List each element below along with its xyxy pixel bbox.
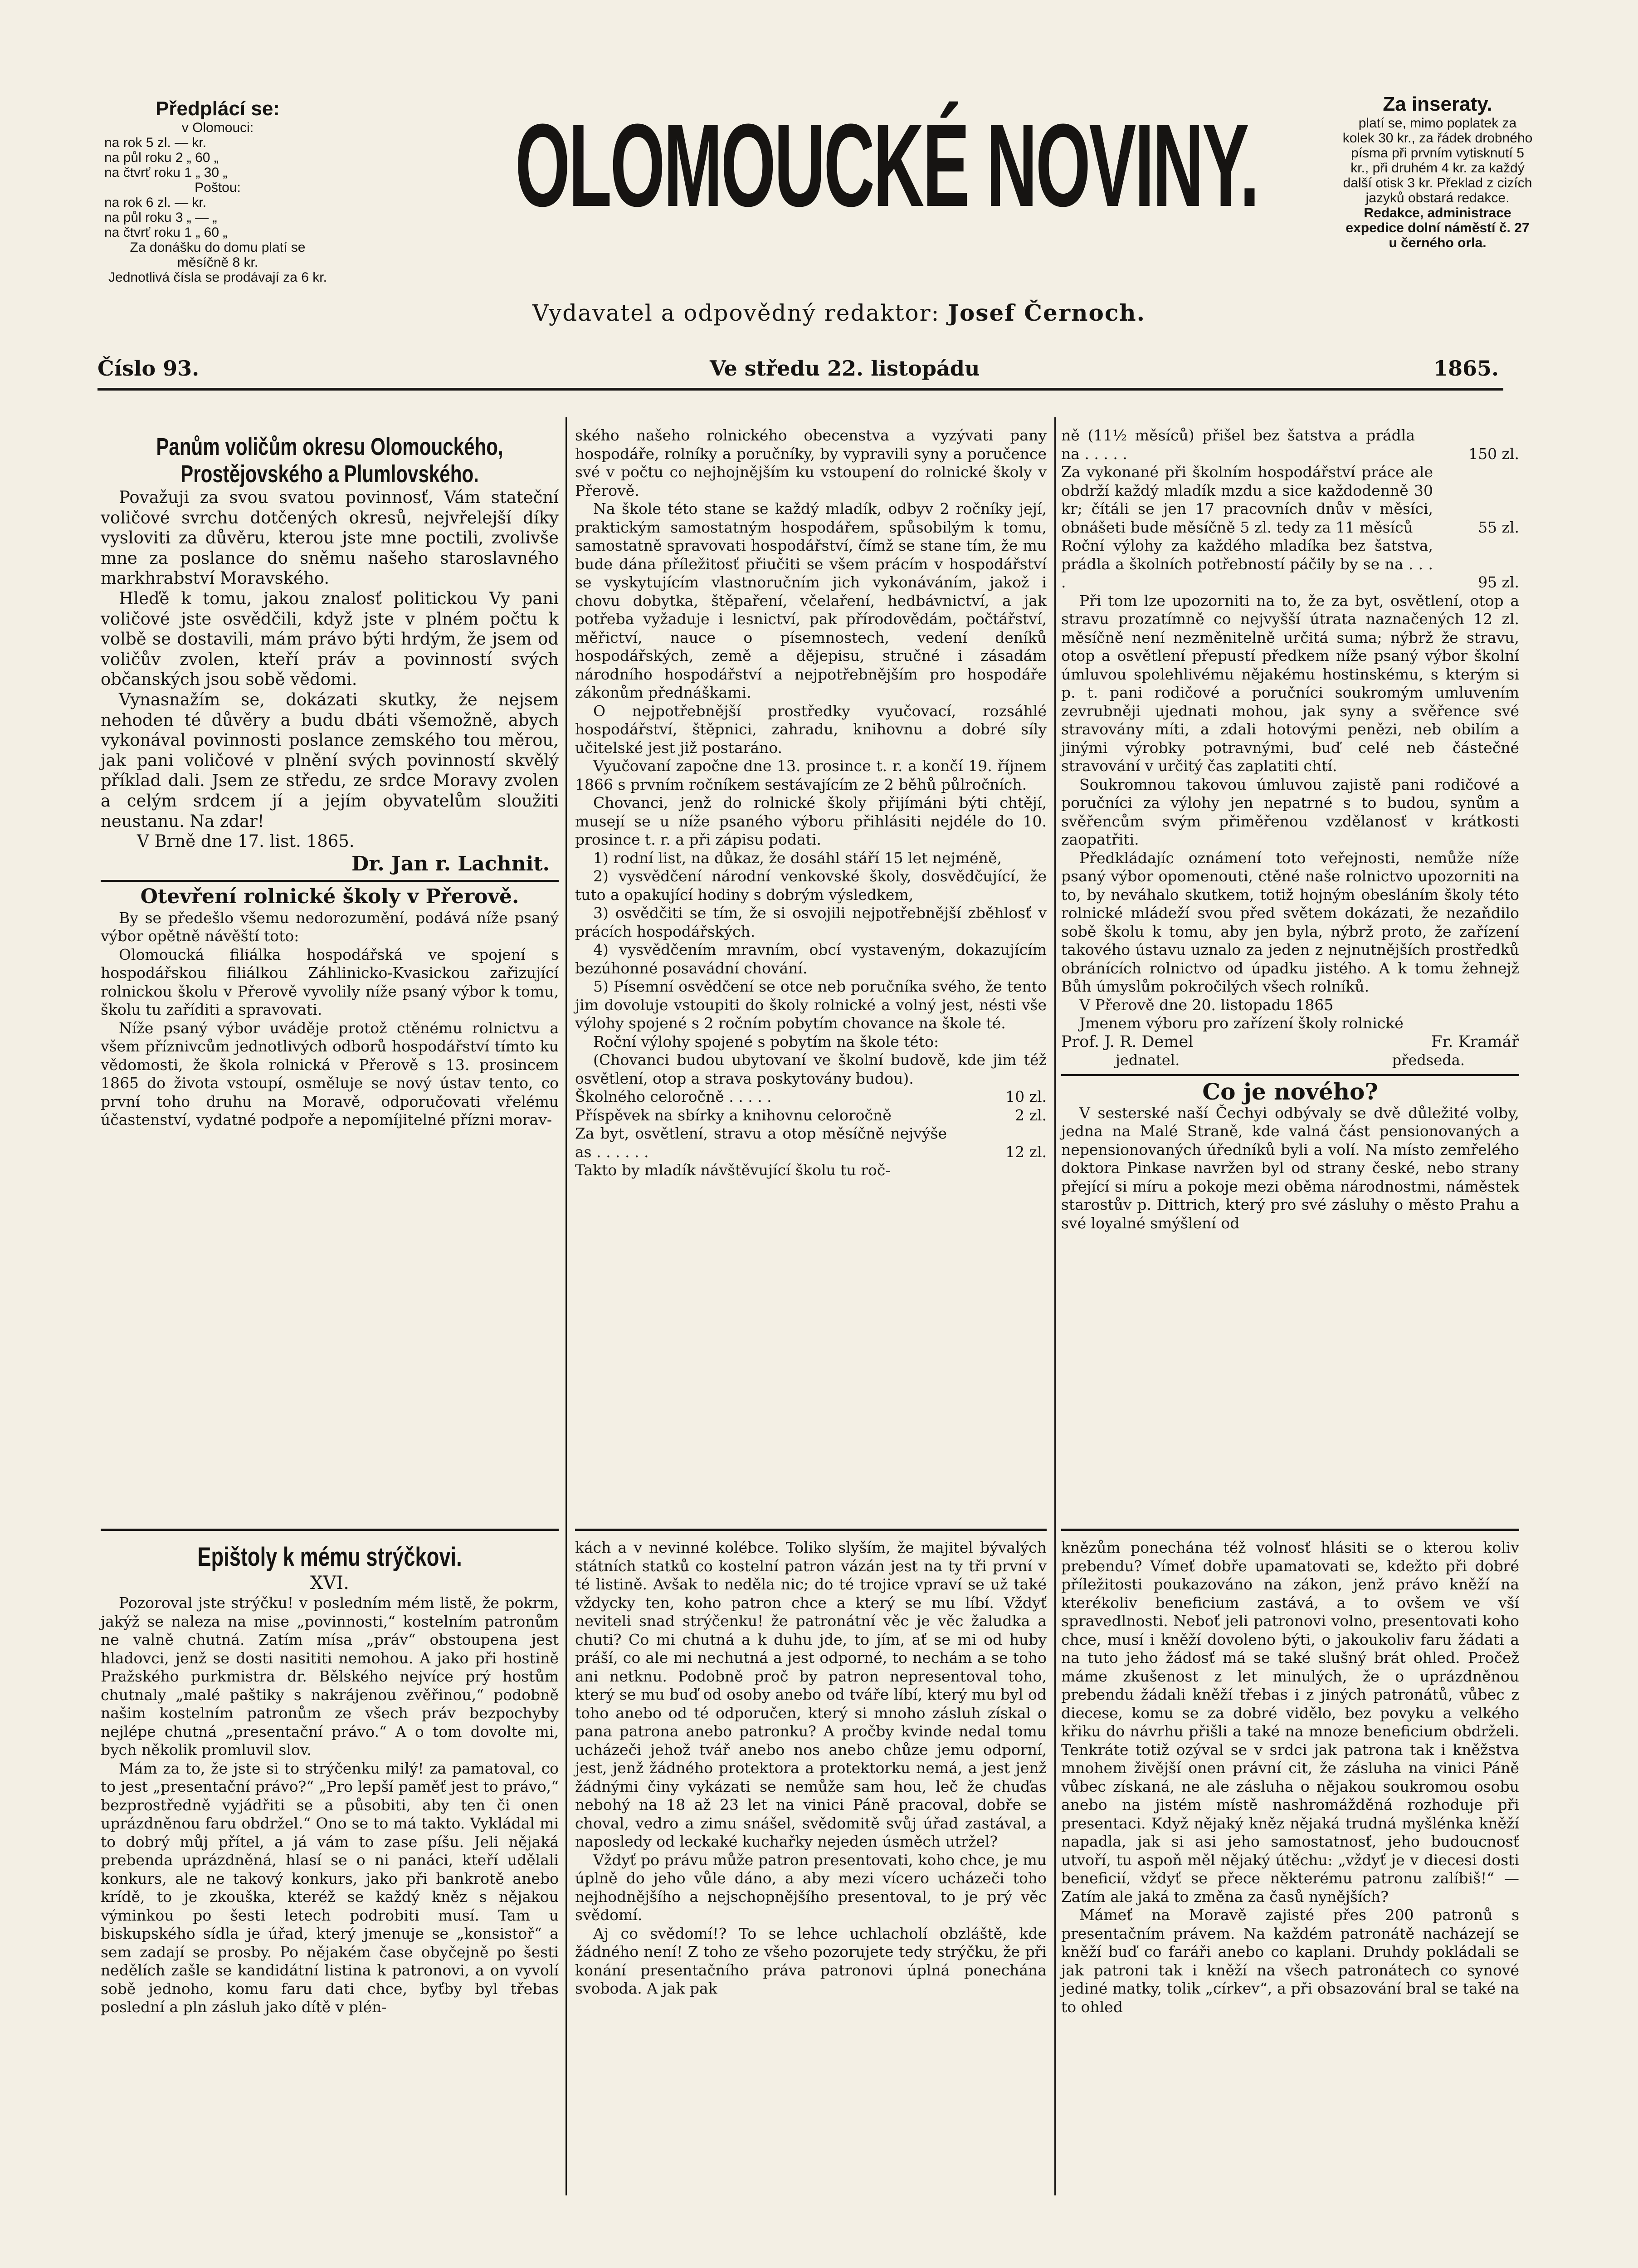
costs-note: (Chovanci budou ubytovaní ve školní budově, kde jim též osvětlení, otop a strava poskytovány budou). (575, 1051, 1047, 1087)
subscription-line: na čtvrť roku 1 „ 60 „ (104, 225, 228, 240)
cost-label: Roční výlohy za každého mladíka bez šatstva, prádla a školních potřebností páčily by se na . . . . (1061, 537, 1433, 591)
school-place: V Přerově dne 20. listopadu 1865 (1079, 996, 1334, 1014)
cost-value: 10 zl. (1005, 1088, 1047, 1105)
cost-value: 150 zl. (1468, 445, 1519, 463)
school-paragraph: Níže psaný výbor uváděje protož ctěnému rolnictvu a všem příznivcům jednotlivých odborů hospodářství tímto ku vědomosti, že škola rolnická v Přerově s 13. prosincem 1865 do života vstoupí, osměluje se nový ústav tento, co první toho druhu na Moravě, odporučovati vřelému účastenství, vydatné podpoře a nepomíjitelné přízni morav- (101, 1019, 559, 1129)
school-heading: Otevření rolnické školy v Přerově. (140, 885, 519, 908)
section-rule (101, 1529, 559, 1531)
letters-heading: Epištoly k mému strýčkovi. (197, 1542, 462, 1572)
subscription-line: na rok 5 zl. — kr. (104, 135, 207, 150)
article-paragraph: Vynasnažím se, dokázati skutky, že nejsem nehoden té důvěry a budu dbáti všemožně, abych vykonával povinnosti poslance zemského tou měrou, jak pani voličové v plnění svých povinností skvělý příklad dali. Jsem ze středu, ze srdce Moravy zvolen a celým srdcem jí a jejím obyvatelům sloužiti neustanu. Na zdar! (101, 689, 559, 831)
costs-intro: Roční výlohy spojené s pobytím na škole této: (593, 1032, 939, 1051)
section-rule (575, 1529, 1047, 1531)
school-paragraph: Chovanci, jenž do rolnické školy přijímáni býti chtějí, musejí se u níže psaného výboru přihlásiti nejdéle do 10. prosince t. r. a při zápisu podati. (575, 794, 1047, 848)
news-heading: Co je nového? (1202, 1078, 1378, 1105)
issue-year: 1865. (1433, 356, 1499, 381)
cost-row (575, 1106, 1047, 1125)
masthead-title: OLOMOUCKÉ NOVINY. (515, 100, 1258, 231)
cost-label: Školného celoročně . . . . . (575, 1088, 772, 1105)
letters-column-1 (101, 1542, 559, 2017)
subscription-note: Jednotlivá čísla se prodávají za 6 kr. (108, 270, 327, 285)
cost-row (1061, 463, 1519, 537)
subscription-line: na půl roku 2 „ 60 „ (104, 150, 219, 165)
subscription-heading: Předplácí se: (156, 98, 280, 120)
school-list-item: 3) osvědčiti se tím, že si osvojili nejpotřebnější zběhlosť v prácích hospodářských. (575, 904, 1047, 940)
masthead-editor (522, 299, 1156, 326)
section-rule (1061, 1529, 1519, 1531)
article-place: V Brně dne 17. list. 1865. (137, 831, 355, 851)
letters-paragraph: kách a v nevinné kolébce. Toliko slyším, že majitel bývalých státních statků co kostelní patron vázán jest na ty tři první v té listině. Avšak to neděla nic; do té trojice vpraví se už také vždycky ten, koho patron chce a který se mu líbí. Vždyť neviteli snad strýčenku! že patronátní věc je věc žaludka a chuti? Co mi chutná a k duhu jde, to jím, ať se mi od huby práší, co ale mi nechutná a jest odporné, to nechám a se toho ani netknu. Podobně proč by patron nepresentoval toho, který se mu buď od osoby anebo od tváře líbí, který mu byl od toho anebo od té odporučen, který si mnoho zásluh získal o pana patrona anebo patronku? A pročby kvinde nedal tomu ucházeči jehož tvář anebo nos anebo chůze jemu odporní, jest, jenž žádného protektora a protektorku nemá, a jest jenž žádnými činy vykázati se nemůže sam hou, leč že chuďas nebohý na 18 až 23 let na vinici Páně pracoval, dobře se choval, vedro a zimu snášel, svědomitě svůj úřad zastával, a naposledy od leckaké kuchařky nejeden úsměch utržel? (575, 1539, 1047, 1850)
school-list-item: 2) vysvědčení národní venkovské školy, dosvědčující, že tuto a opakující hodiny s dobrým výsledkem, (575, 867, 1047, 904)
ads-office: Redakce, administrace expedice dolní náměstí č. 27 u černého orla. (1346, 205, 1530, 250)
column-2 (575, 426, 1047, 1180)
subscription-post: Poštou: (195, 180, 241, 195)
subscription-line: na čtvrť roku 1 „ 30 „ (104, 165, 228, 180)
cost-row (575, 1124, 1047, 1161)
letters-paragraph: Vždyť po právu může patron presentovati, koho chce, je mu úplně do jeho vůle dáno, a aby mezi vícero ucházeči toho nejhodnějšího a nejschopnějšího presentoval, to je prý věc svědomí. (575, 1851, 1047, 1924)
school-paragraph: Při tom lze upozorniti na to, že za byt, osvětlení, otop a stravu prozatímně co nejvyšší útrata naznačených 12 zl. měsíčně není nezměnitelně určitá suma; nýbrž že stravu, otop a osvětlení přepustí předkem níže psaný výbor školní úmluvou spolehlivému nějakému hostinskému, s kterým si p. t. pani rodičové a poručníci soukromým umluvením zevrubněji ujednati mohou, jak syny a svěřence své stravovány míti, a zdali hotovými penězi, neb obilím a jinými výrobky potravnými, buď celé neb částečné stravování v určitý čas zaplatiti chtí. (1061, 591, 1519, 775)
school-list-item: 4) vysvědčením mravním, obcí vystaveným, dokazujícím bezúhonné posavádní chování. (575, 941, 1047, 977)
letters-column-2 (575, 1539, 1047, 1998)
column-rule (566, 417, 567, 2195)
letters-paragraph: Mámeť na Moravě zajisté přes 200 patronů s presentačním právem. Na každém patronátě nacházejí se kněží buď co faráři anebo co kaplani. Druhdy pokládali se jak patroni tak i kněží na všech patronátech co synové jediné matky, tolik „církev“, a při obsazování bral se také na to ohled (1061, 1906, 1519, 2016)
letters-column-3 (1061, 1539, 1519, 2016)
cost-label: Za vykonané při školním hospodářství práce ale obdrží každý mladík mzdu a sice každodenně 30 kr; čítáli se jen 17 pracovních dnův v měsíci, obnášeti bude měsíčně 5 zl. tedy za 11 měsíců (1061, 463, 1433, 536)
subscription-line: na rok 6 zl. — kr. (104, 195, 207, 210)
article-paragraph: Považuji za svou svatou povinnosť, Vám stateční voličové svrchu dotčených okresů, nejvřelejší díky vysloviti za důvěru, kterou jste mne poctili, zvolivše mne za poslance do sněmu našeho staroslavného markhrabství Moravského. (101, 488, 559, 588)
column-rule (1054, 417, 1056, 2195)
letters-number: XVI. (310, 1573, 349, 1593)
cost-value: 95 zl. (1478, 573, 1519, 591)
cost-value: 55 zl. (1478, 518, 1519, 536)
editor-name: Josef Černoch. (948, 299, 1146, 326)
news-paragraph: V sesterské naší Čechyi odbývaly se dvě důležité volby, jedna na Malé Straně, kde valná část pensionovaných a nepensionovaných úředníků byli a volí. Na místo zemřelého doktora Pinkase navržen byl od strany české, nebo strany přející si míru a pokoje mezi oběma národnostmi, náměstek starostův p. Dittrich, který pro své zásluhy o město Prahu a své loyalné smýšlení od (1061, 1104, 1519, 1232)
school-list-item: 5) Písemní osvědčení se otce neb poručníka svého, že tento jim dovoluje vstoupiti do školy rolnické a volný jest, nésti vše výlohy spojené s 2 ročním pobytím chovance na škole té. (575, 978, 1047, 1032)
cost-value: 12 zl. (1005, 1143, 1047, 1161)
school-paragraph: By se předešlo všemu nedorozumění, podává níže psaný výbor opětně návěští toto: (101, 909, 559, 945)
ads-box (1342, 93, 1533, 250)
school-paragraph: Soukromnou takovou úmluvou zajistě pani rodičové a poručníci za výlohy jen nepatrné s to budou, synům a svěřencům svým přiměřenou vzdělanosť v krátkosti zaopatřiti. (1061, 775, 1519, 848)
cost-label: Příspěvek na sbírky a knihovnu celoročně (575, 1106, 892, 1124)
subscription-box (104, 98, 331, 285)
school-paragraph: ského našeho rolnického obecenstva a vyzývati pany hospodáře, rolníky a poručníky, by vypravili syny a poručence své v počtu co nejhojnějším ku vstoupení do rolnické školy v Přerově. (575, 426, 1047, 499)
subscription-city: v Olomouci: (181, 120, 254, 135)
subscription-note: Za donášku do domu platí se měsíčně 8 kr. (130, 240, 306, 270)
signature-right: Fr. Kramář (1431, 1032, 1519, 1051)
role-left: jednatel. (1116, 1051, 1180, 1069)
issue-date: Ve středu 22. listopádu (710, 356, 980, 381)
cost-label: ně (11½ měsíců) přišel bez šatstva a prádla na . . . . . (1061, 426, 1415, 463)
cost-value: 2 zl. (1015, 1106, 1047, 1124)
role-right: předseda. (1392, 1051, 1465, 1069)
header-rule (98, 388, 1503, 391)
article-heading: Prostějovského a Plumlovského. (180, 460, 479, 488)
dateline (98, 356, 1499, 383)
school-paragraph: Olomoucká filiálka hospodářská ve spojení s hospodářskou filiálkou Záhlinicko-Kvasickou zařizující rolnickou školu v Přerově vyvolily níže psaný výbor k tomu, školu tu zaříditi a spravovati. (101, 945, 559, 1019)
article-signature: Dr. Jan r. Lachnit. (351, 852, 550, 875)
cost-row (1061, 537, 1519, 592)
editor-prefix: Vydavatel a odpovědný redaktor: (532, 300, 940, 326)
cost-row (575, 1088, 1047, 1106)
issue-number: Číslo 93. (98, 356, 200, 381)
letters-paragraph: Aj co svědomí!? To se lehce uchlacholí obzláště, kde žádného není! Z toho ze všeho pozorujete tedy strýčku, že při konání presentačního práva patronovi úplná ponechána svoboda. A jak pak (575, 1924, 1047, 1997)
letters-paragraph: Pozoroval jste strýčku! v posledním mém listě, že pokrm, jakýž se naleza na mise „povinnosti,“ kostelním patronům ne valně chutná. Zatím mísa „práv“ obstoupena jest hladovci, jenž se dosti nasititi nemohou. A jako při hostině Pražského purkmistra dr. Bělského nejvíce prý hostům chutnaly „malé paštiky s nakrájenou zvěřinou,“ podobně našim kostelním patronům ze všech práv bezpochyby nejlépe chutná „presentační právo.“ A o tom dovolte mi, bych několik promluvil slov. (101, 1594, 559, 1759)
cost-row (1061, 426, 1519, 463)
school-list-item: 1) rodní list, na důkaz, že dosáhl stáří 15 let nejméně, (593, 849, 1002, 867)
column-1 (101, 433, 559, 1129)
letters-paragraph: knězům ponechána též volnosť hlásiti se o kterou koliv prebendu? Vímeť dobře upamatovati se, kdežto při dobré příležitosti poukazováno na zákon, jenž právo kněží na kterékoliv beneficium zastává, a to ovšem ve vší spravedlnosti. Neboť jeli patronovi volno, presentovati koho chce, musí i kněží dovoleno býti, o jakoukoliv faru žádati a na tuto jeho žádosť má se také slušný brát ohled. Pročež máme zkušenost z let minulých, že o uprázdněnou prebendu žádali kněží třebas i z jiných patronátů, vůbec z diecese, komu se za dobré vidělo, bez povyku a velkého křiku do návrhu přišli a také na mnoze beneficium obdrželi. Tenkráte totiž ozýval se v srdci jak patrona tak i kněžstva mnohem živější onen právní cit, že zásluha na vinici Páně vůbec získaná, ne ale zásluha o nějakou soukromou osobu anebo na jistém místě nashromážděná rozhoduje při presentaci. Když nějaký kněz nějaká trudná myšlénka kněží napadla, jak si asi jeho samostatnosť, jeho budoucnosť utvoří, tu aspoň měl nějaký útěchu: „vždyť je v diecesi dosti beneficií, vždyť se přece některému patronu zalíbiš!“ — Zatím ale jaká to změna za časů nynějších? (1061, 1539, 1519, 1906)
article-heading: Panům voličům okresu Olomouckého, (156, 433, 503, 460)
school-paragraph: Vyučovaní započne dne 13. prosince t. r. a končí 19. říjnem 1866 s prvním ročníkem sestávajícím ze 2 běhů půlročních. (575, 757, 1047, 793)
subscription-line: na půl roku 3 „ — „ (104, 210, 217, 225)
ads-heading: Za inseraty. (1383, 93, 1492, 115)
section-rule (101, 880, 559, 882)
school-signatures (1061, 1033, 1519, 1051)
article-paragraph: Hleďě k tomu, jakou znalosť politickou Vy pani voličové jste osvědčili, když jste v plném počtu k volbě se dostavili, mám právo býti hrdým, že jsem od voličův zvolen, kteří práv a povinností svých občanských jsou sobě vědomi. (101, 588, 559, 689)
signature-left: Prof. J. R. Demel (1061, 1032, 1194, 1051)
section-rule (1061, 1074, 1519, 1076)
letters-paragraph: Mám za to, že jste si to strýčenku milý! za pamatoval, co to jest „presentační právo?“ „Pro lepší paměť jest to právo,“ bezprostředně vyjádřiti se a působiti, aby ten či onen uprázdněnou faru obdržel.“ Ono se to má takto. Vykládal mi to dobrý můj přítel, a já vám to zase píšu. Jeli nějaká prebenda uprázdněná, hlasí se o ni panáci, kteří udělali konkurs, ale ne takový konkurs, jako při bankrotě anebo krídě, to je zkouška, kteréž se každý kněz s nějakou výminkou po šesti letech podrobiti musí. Tam u biskupského sídla je úřad, který jmenuje se „konsistoř“ a sem zadají se prosby. Po nějakém čase obyčejně po šesti nedělích zašle se kandidátní listina k patronovi, a on vyvolí sobě jednoho, komu faru dati chce, byťby byl třebas poslední a pln zásluh jako dítě v plén- (101, 1759, 559, 2016)
column-3 (1061, 426, 1519, 1232)
school-paragraph: Na škole této stane se každý mladík, odbyv 2 ročníky její, praktickým samostatným hospodářem, spůsobilým k tomu, samostatně spravovati hospodářství, čímž se stane tím, že mu bude dána příležitosť přiučiti se všem prácím v hospodářství se vyskytujícím vlastnoručním jich vykonáváním, jakož i chovu dobytka, štěpaření, včelaření, hedbávnictví, a jak potřeba vyžaduje i lesnictví, pak přírodovědám, počtářství, měřictví, nauce o písemnostech, vedení deníků hospodářských, země a dějepisu, stručné i zásadám národního hospodářství a nejpotřebnějším pro hospodáře zákonům přednáškami. (575, 500, 1047, 701)
school-paragraph: Předkládajíc oznámení toto veřejnosti, nemůže níže psaný výbor opomenouti, ctěné naše rolnictvo upozorniti na to, by neváhalo skutkem, totiž hojným obesláním školy této rolnické mládeží svou před světem dokázati, že nezaňdilo sobě školu k tomu, aby jen byla, nýbrž proto, že zařízení takového ústavu uznalo za jeden z nejnutnějších prostředků obránících rolnictvo od úpadku jistého. A k tomu žehnejž Bůh úmyslům pokročilých všech rolníků. (1061, 849, 1519, 995)
costs-after: Takto by mladík návštěvující školu tu roč- (575, 1161, 891, 1179)
signature-roles (1061, 1051, 1519, 1070)
ads-text: platí se, mimo poplatek za kolek 30 kr., za řádek drobného písma při prvním vytisknutí 5 kr., při druhém 4 kr. za každý další otisk 3 kr. Překlad z cizích jazyků obstará redakce. (1342, 116, 1533, 205)
school-board: Jmenem výboru pro zařízení školy rolnické (1079, 1014, 1404, 1032)
school-paragraph: O nejpotřebnější prostředky vyučovací, rozsáhlé hospodářství, štěpnici, zahradu, knihovnu a dobré síly učitelské jest již postaráno. (575, 702, 1047, 757)
cost-label: Za byt, osvětlení, stravu a otop měsíčně nejvýše as . . . . . . (575, 1124, 947, 1161)
